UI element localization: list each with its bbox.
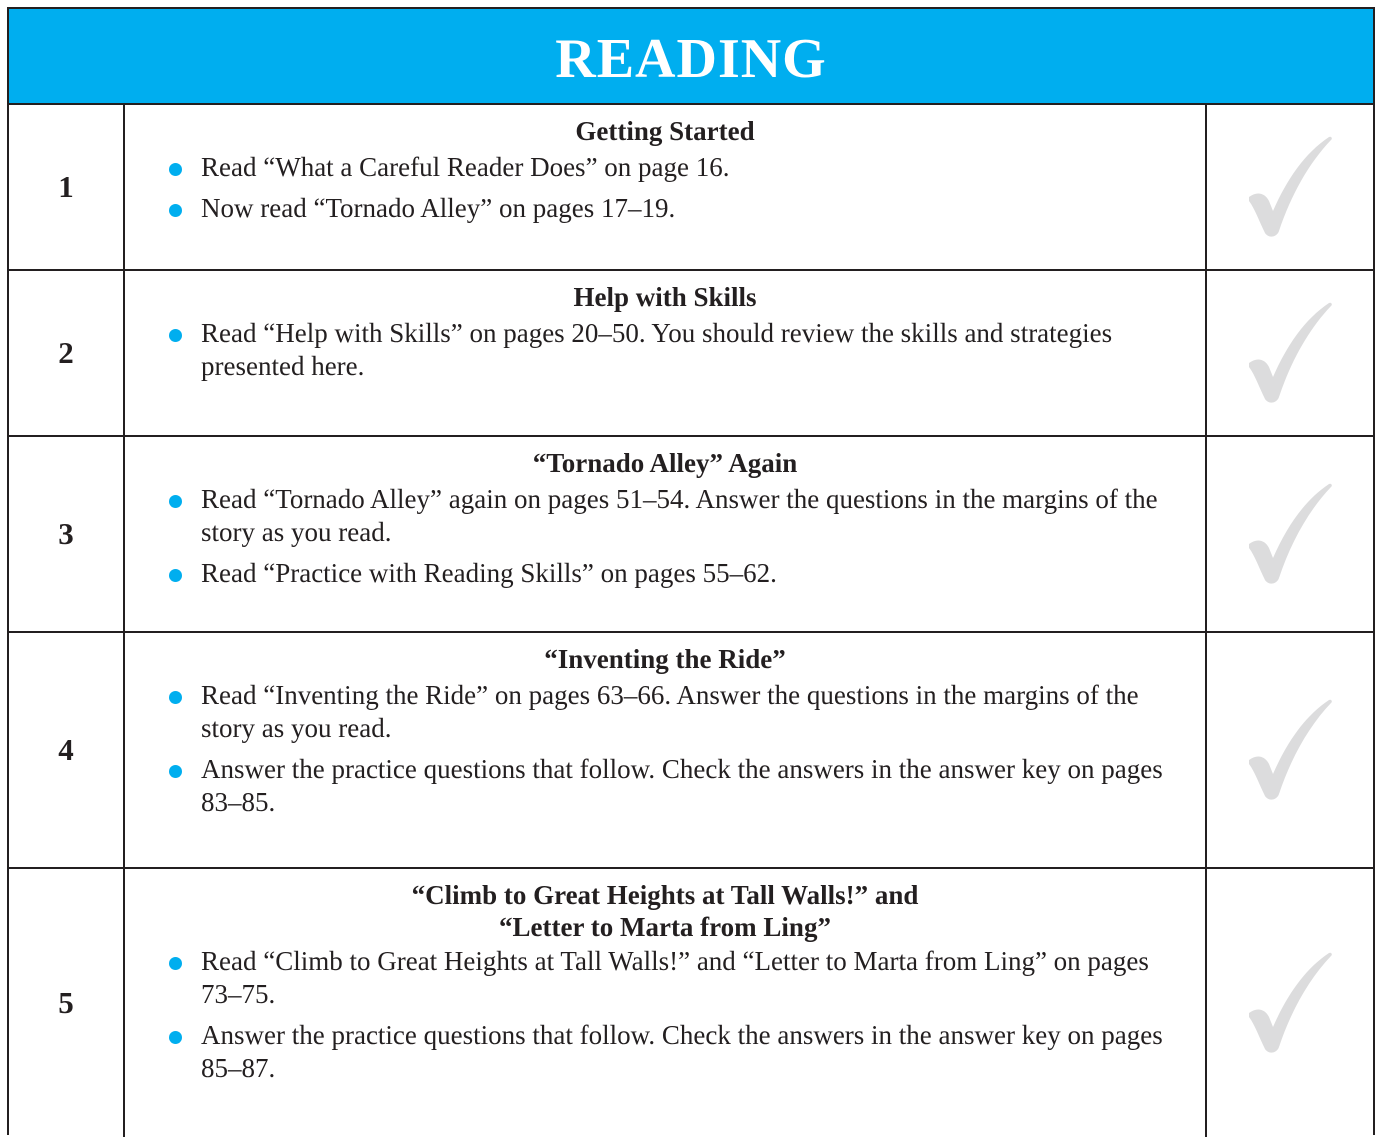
step-item-text: Read “Inventing the Ride” on pages 63–66. Answer the questions in the margins of the story as you read. xyxy=(201,680,1139,743)
step-row-1 xyxy=(9,105,1373,271)
bullet-icon xyxy=(169,691,182,704)
checkmark-icon xyxy=(1247,301,1333,405)
checkbox-cell[interactable] xyxy=(1207,633,1373,867)
checkmark-icon xyxy=(1247,135,1333,239)
bullet-icon xyxy=(169,569,182,582)
bullet-icon xyxy=(169,329,182,342)
step-item-text: Read “Help with Skills” on pages 20–50. You should review the skills and strategies presented here. xyxy=(201,318,1113,381)
checkbox-cell[interactable] xyxy=(1207,271,1373,435)
step-item-text: Now read “Tornado Alley” on pages 17–19. xyxy=(201,193,676,223)
step-title-line-2: “Letter to Marta from Ling” xyxy=(499,912,831,942)
step-items xyxy=(165,945,1165,1085)
checkbox-cell[interactable] xyxy=(1207,869,1373,1137)
step-title: “Tornado Alley” Again xyxy=(532,448,798,478)
step-content xyxy=(125,105,1207,269)
step-title-line-1: “Climb to Great Heights at Tall Walls!” and xyxy=(411,880,919,910)
step-item xyxy=(165,151,1165,184)
step-items xyxy=(165,483,1165,590)
checkmark-icon xyxy=(1247,951,1333,1055)
step-item xyxy=(165,753,1165,819)
bullet-icon xyxy=(169,163,182,176)
checkmark-icon xyxy=(1247,698,1333,802)
checkmark-icon xyxy=(1247,482,1333,586)
bullet-icon xyxy=(169,204,182,217)
step-row-5 xyxy=(9,869,1373,1137)
step-title: “Inventing the Ride” xyxy=(544,644,786,674)
checkbox-cell[interactable] xyxy=(1207,105,1373,269)
bullet-icon xyxy=(169,765,182,778)
step-item-text: Read “What a Careful Reader Does” on page 16. xyxy=(201,152,730,182)
step-row-3 xyxy=(9,437,1373,633)
step-items xyxy=(165,151,1165,225)
step-item xyxy=(165,945,1165,1011)
section-header xyxy=(9,9,1373,105)
step-items xyxy=(165,317,1165,383)
step-title: Getting Started xyxy=(575,116,755,146)
step-title xyxy=(165,879,1165,943)
step-content xyxy=(125,437,1207,631)
step-item xyxy=(165,557,1165,590)
step-item xyxy=(165,317,1165,383)
step-item-text: Read “Practice with Reading Skills” on pages 55–62. xyxy=(201,558,777,588)
step-item-text: Answer the practice questions that follow. Check the answers in the answer key on pages 83–85. xyxy=(201,754,1163,817)
step-row-2 xyxy=(9,271,1373,437)
step-item-text: Read “Climb to Great Heights at Tall Walls!” and “Letter to Marta from Ling” on pages 73–75. xyxy=(201,946,1149,1009)
step-content xyxy=(125,271,1207,435)
step-number: 4 xyxy=(9,633,125,867)
step-number: 5 xyxy=(9,869,125,1137)
bullet-icon xyxy=(169,1031,182,1044)
step-content xyxy=(125,633,1207,867)
section-title: READING xyxy=(555,28,827,90)
bullet-icon xyxy=(169,957,182,970)
step-number: 3 xyxy=(9,437,125,631)
step-item-text: Answer the practice questions that follow. Check the answers in the answer key on pages 85–87. xyxy=(201,1020,1163,1083)
step-item xyxy=(165,1019,1165,1085)
step-title: Help with Skills xyxy=(573,282,757,312)
step-row-4 xyxy=(9,633,1373,869)
step-number: 1 xyxy=(9,105,125,269)
step-items xyxy=(165,679,1165,819)
checkbox-cell[interactable] xyxy=(1207,437,1373,631)
step-item xyxy=(165,679,1165,745)
step-item xyxy=(165,192,1165,225)
reading-checklist-table xyxy=(7,7,1375,1135)
step-content xyxy=(125,869,1207,1137)
step-item-text: Read “Tornado Alley” again on pages 51–54. Answer the questions in the margins of the story as you read. xyxy=(201,484,1158,547)
step-item xyxy=(165,483,1165,549)
bullet-icon xyxy=(169,495,182,508)
step-number: 2 xyxy=(9,271,125,435)
